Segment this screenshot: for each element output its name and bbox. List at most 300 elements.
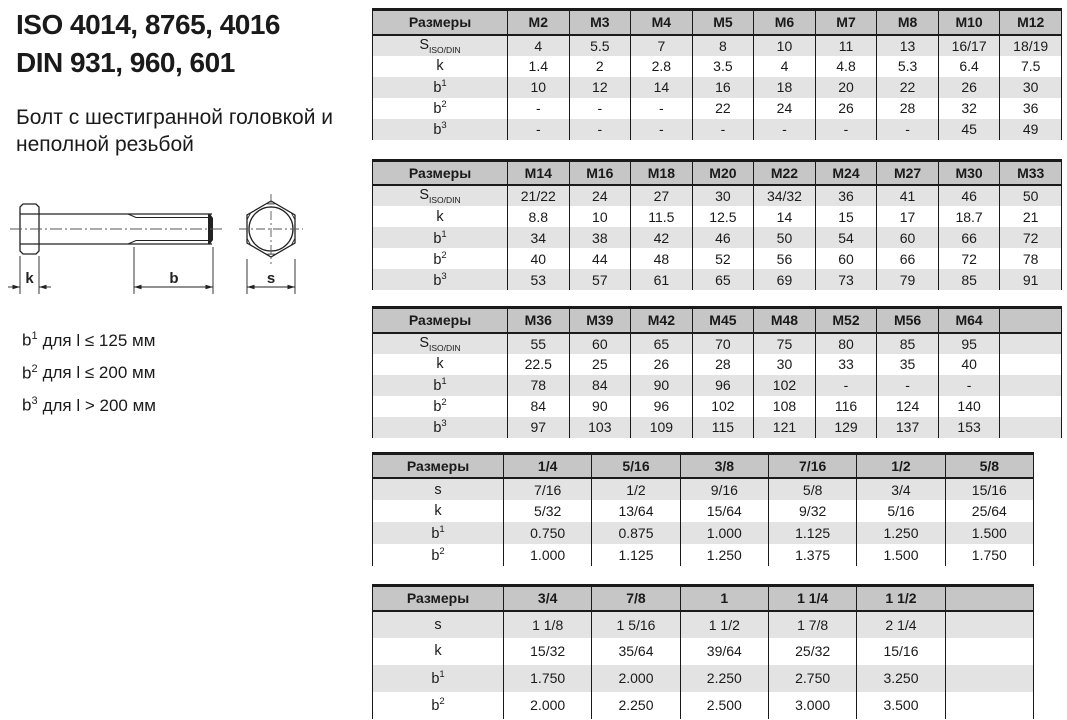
table-row: [373, 227, 1062, 248]
value-cell: 66: [877, 248, 939, 269]
table-row: [373, 522, 1034, 544]
value-cell: 116: [815, 396, 877, 417]
value-cell: 1 1/2: [680, 611, 768, 638]
row-label: k: [373, 354, 508, 375]
value-cell: 22.5: [508, 354, 570, 375]
value-cell: -: [569, 98, 631, 119]
value-cell: 6.4: [938, 56, 1000, 77]
size-column-header: M10: [938, 10, 1000, 35]
value-cell: 1.125: [592, 544, 680, 566]
size-column-header: M3: [569, 10, 631, 35]
value-cell: 39/64: [680, 638, 768, 665]
size-column-header: M4: [631, 10, 693, 35]
value-cell: 1.750: [945, 544, 1033, 566]
value-cell: 1/2: [592, 478, 680, 500]
row-label-header: Размеры: [373, 308, 508, 333]
value-cell: 12: [569, 77, 631, 98]
value-cell: 109: [631, 417, 693, 438]
value-cell: 1 7/8: [768, 611, 856, 638]
value-cell: 26: [938, 77, 1000, 98]
value-cell: 72: [1000, 227, 1062, 248]
row-label: $b^2$: [373, 98, 508, 119]
size-column-header: 1: [680, 586, 768, 611]
value-cell: [945, 638, 1033, 665]
dimension-tables: [372, 8, 1067, 719]
value-cell: 102: [754, 375, 816, 396]
value-cell: -: [815, 375, 877, 396]
size-column-header: 1 1/4: [768, 586, 856, 611]
dimension-s: [247, 259, 295, 294]
value-cell: [945, 665, 1033, 692]
dimension-k: [8, 256, 51, 294]
value-cell: 46: [938, 185, 1000, 206]
row-label: $b^3$: [373, 417, 508, 438]
value-cell: 1.375: [768, 544, 856, 566]
value-cell: 14: [754, 206, 816, 227]
value-cell: 140: [938, 396, 1000, 417]
value-cell: 85: [938, 269, 1000, 290]
size-column-header: M22: [754, 160, 816, 185]
dimension-s-label: s: [266, 270, 276, 287]
row-label: $b^1$: [373, 227, 508, 248]
value-cell: 15/64: [680, 500, 768, 522]
value-cell: 27: [631, 185, 693, 206]
value-cell: 90: [631, 375, 693, 396]
size-column-header: 5/16: [592, 453, 680, 478]
size-column-header: M12: [1000, 10, 1062, 35]
value-cell: 15/16: [945, 478, 1033, 500]
value-cell: 4: [754, 56, 816, 77]
table-header-row: [373, 453, 1034, 478]
value-cell: 28: [877, 98, 939, 119]
value-cell: 5/32: [504, 500, 592, 522]
value-cell: 60: [569, 333, 631, 354]
value-cell: 65: [692, 269, 754, 290]
table-header-row: [373, 586, 1034, 611]
value-cell: 108: [754, 396, 816, 417]
value-cell: 36: [1000, 98, 1062, 119]
value-cell: 53: [508, 269, 570, 290]
value-cell: 40: [938, 354, 1000, 375]
value-cell: 121: [754, 417, 816, 438]
value-cell: 2.250: [680, 665, 768, 692]
table-row: [373, 417, 1062, 438]
size-column-header: M33: [1000, 160, 1062, 185]
value-cell: 103: [569, 417, 631, 438]
table-header-row: [373, 10, 1062, 35]
value-cell: 1.250: [857, 522, 945, 544]
size-column-header: M48: [754, 308, 816, 333]
title-iso: ISO 4014, 8765, 4016: [16, 9, 280, 40]
value-cell: 35: [877, 354, 939, 375]
row-label: k: [373, 56, 508, 77]
row-label: $b^3$: [373, 119, 508, 140]
value-cell: [1000, 417, 1062, 438]
table-row: [373, 354, 1062, 375]
left-panel: [16, 6, 364, 415]
size-column-header: M6: [754, 10, 816, 35]
value-cell: 61: [631, 269, 693, 290]
value-cell: 0.875: [592, 522, 680, 544]
value-cell: 8.8: [508, 206, 570, 227]
value-cell: 0.750: [504, 522, 592, 544]
value-cell: 44: [569, 248, 631, 269]
value-cell: -: [508, 119, 570, 140]
value-cell: 24: [569, 185, 631, 206]
row-label: s: [373, 611, 504, 638]
table-row: [373, 119, 1062, 140]
value-cell: 1.000: [504, 544, 592, 566]
size-column-header: 1 1/2: [857, 586, 945, 611]
value-cell: 25/64: [945, 500, 1033, 522]
size-column-header: M27: [877, 160, 939, 185]
row-label: $b^3$: [373, 269, 508, 290]
value-cell: 2.8: [631, 56, 693, 77]
value-cell: 96: [631, 396, 693, 417]
row-label: $b^1$: [373, 522, 504, 544]
value-cell: 30: [1000, 77, 1062, 98]
value-cell: 42: [631, 227, 693, 248]
value-cell: 36: [815, 185, 877, 206]
value-cell: 26: [631, 354, 693, 375]
value-cell: 97: [508, 417, 570, 438]
value-cell: 20: [815, 77, 877, 98]
row-label: s: [373, 478, 504, 500]
value-cell: 14: [631, 77, 693, 98]
value-cell: 124: [877, 396, 939, 417]
value-cell: 9/16: [680, 478, 768, 500]
row-label: $b^2$: [373, 396, 508, 417]
row-label-header: Размеры: [373, 160, 508, 185]
value-cell: 10: [754, 35, 816, 56]
value-cell: 10: [569, 206, 631, 227]
row-label: $b^2$: [373, 248, 508, 269]
value-cell: 16/17: [938, 35, 1000, 56]
value-cell: 2.500: [680, 692, 768, 719]
value-cell: 1 1/8: [504, 611, 592, 638]
value-cell: 1.500: [857, 544, 945, 566]
table-row: [373, 35, 1062, 56]
value-cell: 1.125: [768, 522, 856, 544]
value-cell: 55: [508, 333, 570, 354]
size-column-header: M64: [938, 308, 1000, 333]
notes: [22, 322, 156, 420]
value-cell: 78: [508, 375, 570, 396]
value-cell: 40: [508, 248, 570, 269]
value-cell: 60: [815, 248, 877, 269]
size-column-header: M39: [569, 308, 631, 333]
value-cell: 2.000: [504, 692, 592, 719]
value-cell: -: [569, 119, 631, 140]
table-row: [373, 396, 1062, 417]
table-row: [373, 333, 1062, 354]
value-cell: 73: [815, 269, 877, 290]
value-cell: 18: [754, 77, 816, 98]
table-row: [373, 185, 1062, 206]
value-cell: 5/16: [857, 500, 945, 522]
value-cell: 45: [938, 119, 1000, 140]
row-label: k: [373, 638, 504, 665]
value-cell: 1.500: [945, 522, 1033, 544]
table-row: [373, 77, 1062, 98]
dimension-table-2: [372, 159, 1062, 291]
size-column-header: M14: [508, 160, 570, 185]
value-cell: 16: [692, 77, 754, 98]
row-label: k: [373, 206, 508, 227]
value-cell: 66: [938, 227, 1000, 248]
table-row: [373, 375, 1062, 396]
value-cell: 7/16: [504, 478, 592, 500]
value-cell: 15: [815, 206, 877, 227]
size-column-header: M8: [877, 10, 939, 35]
row-label-header: Размеры: [373, 10, 508, 35]
row-label-header: Размеры: [373, 453, 504, 478]
note-b1: $b^1$ для l ≤ 125 мм: [22, 330, 156, 350]
value-cell: [1000, 396, 1062, 417]
value-cell: 26: [815, 98, 877, 119]
table-row: [373, 692, 1034, 719]
title-din: DIN 931, 960, 601: [16, 47, 235, 78]
size-column-header: M2: [508, 10, 570, 35]
size-column-header: M52: [815, 308, 877, 333]
size-column-header: 1/2: [857, 453, 945, 478]
row-label-header: Размеры: [373, 586, 504, 611]
value-cell: -: [631, 119, 693, 140]
value-cell: 10: [508, 77, 570, 98]
row-label: $b^2$: [373, 544, 504, 566]
value-cell: 69: [754, 269, 816, 290]
size-column-header: 3/8: [680, 453, 768, 478]
value-cell: 85: [877, 333, 939, 354]
value-cell: 78: [1000, 248, 1062, 269]
table-header-row: [373, 160, 1062, 185]
size-column-header: 7/8: [592, 586, 680, 611]
value-cell: 60: [877, 227, 939, 248]
value-cell: 2: [569, 56, 631, 77]
value-cell: 102: [692, 396, 754, 417]
value-cell: [945, 692, 1033, 719]
value-cell: 3.5: [692, 56, 754, 77]
value-cell: -: [877, 119, 939, 140]
table-row: [373, 500, 1034, 522]
row-label: $S_{ISO/DIN}$: [373, 35, 508, 56]
table-row: [373, 98, 1062, 119]
value-cell: 3.250: [857, 665, 945, 692]
size-column-header: M42: [631, 308, 693, 333]
value-cell: 17: [877, 206, 939, 227]
value-cell: 9/32: [768, 500, 856, 522]
value-cell: 91: [1000, 269, 1062, 290]
row-label: $b^1$: [373, 375, 508, 396]
value-cell: 22: [877, 77, 939, 98]
value-cell: 52: [692, 248, 754, 269]
value-cell: 2 1/4: [857, 611, 945, 638]
value-cell: 2.000: [592, 665, 680, 692]
table-row: [373, 638, 1034, 665]
value-cell: 11.5: [631, 206, 693, 227]
row-label: $S_{ISO/DIN}$: [373, 185, 508, 206]
value-cell: -: [938, 375, 1000, 396]
value-cell: 95: [938, 333, 1000, 354]
note-b2: $b^2$ для l ≤ 200 мм: [22, 362, 156, 383]
value-cell: 18.7: [938, 206, 1000, 227]
value-cell: 137: [877, 417, 939, 438]
value-cell: [945, 611, 1033, 638]
value-cell: 3.000: [768, 692, 856, 719]
value-cell: 5.3: [877, 56, 939, 77]
table-row: [373, 544, 1034, 566]
size-column-header: 5/8: [945, 453, 1033, 478]
value-cell: 13: [877, 35, 939, 56]
value-cell: 96: [692, 375, 754, 396]
value-cell: 80: [815, 333, 877, 354]
value-cell: 75: [754, 333, 816, 354]
size-column-header: M56: [877, 308, 939, 333]
value-cell: 1 5/16: [592, 611, 680, 638]
value-cell: 30: [692, 185, 754, 206]
table-row: [373, 611, 1034, 638]
size-column-header: M24: [815, 160, 877, 185]
value-cell: -: [754, 119, 816, 140]
table-row: [373, 478, 1034, 500]
value-cell: 21/22: [508, 185, 570, 206]
value-cell: 18/19: [1000, 35, 1062, 56]
value-cell: 115: [692, 417, 754, 438]
value-cell: 7: [631, 35, 693, 56]
value-cell: 25: [569, 354, 631, 375]
value-cell: 8: [692, 35, 754, 56]
value-cell: 57: [569, 269, 631, 290]
value-cell: 35/64: [592, 638, 680, 665]
value-cell: 72: [938, 248, 1000, 269]
table-row: [373, 248, 1062, 269]
value-cell: -: [631, 98, 693, 119]
value-cell: 48: [631, 248, 693, 269]
value-cell: 79: [877, 269, 939, 290]
value-cell: 70: [692, 333, 754, 354]
size-column-header: 1/4: [504, 453, 592, 478]
bolt-drawing: [8, 190, 328, 330]
value-cell: 4.8: [815, 56, 877, 77]
table-row: [373, 56, 1062, 77]
value-cell: -: [815, 119, 877, 140]
row-label: $b^1$: [373, 665, 504, 692]
value-cell: 54: [815, 227, 877, 248]
dimension-table-1: [372, 8, 1062, 140]
value-cell: 129: [815, 417, 877, 438]
size-column-header: M45: [692, 308, 754, 333]
subtitle: Болт с шестигранной головкой и неполной резьбой: [16, 106, 334, 156]
value-cell: -: [692, 119, 754, 140]
value-cell: 3/4: [857, 478, 945, 500]
value-cell: 5/8: [768, 478, 856, 500]
value-cell: [1000, 333, 1062, 354]
table-row: [373, 665, 1034, 692]
value-cell: 12.5: [692, 206, 754, 227]
value-cell: 2.750: [768, 665, 856, 692]
value-cell: 7.5: [1000, 56, 1062, 77]
value-cell: 34: [508, 227, 570, 248]
note-b3: $b^3$ для l > 200 мм: [22, 395, 156, 415]
dimension-b-label: b: [169, 270, 179, 287]
value-cell: 3.500: [857, 692, 945, 719]
value-cell: 11: [815, 35, 877, 56]
value-cell: 4: [508, 35, 570, 56]
row-label: k: [373, 500, 504, 522]
value-cell: 153: [938, 417, 1000, 438]
value-cell: 1.750: [504, 665, 592, 692]
size-column-header: M36: [508, 308, 570, 333]
value-cell: -: [508, 98, 570, 119]
page-title: [16, 6, 364, 82]
value-cell: [1000, 354, 1062, 375]
size-column-header: [1000, 308, 1062, 333]
value-cell: -: [877, 375, 939, 396]
value-cell: 46: [692, 227, 754, 248]
value-cell: 5.5: [569, 35, 631, 56]
value-cell: 90: [569, 396, 631, 417]
value-cell: 24: [754, 98, 816, 119]
table-header-row: [373, 308, 1062, 333]
table-row: [373, 206, 1062, 227]
size-column-header: M18: [631, 160, 693, 185]
size-column-header: [945, 586, 1033, 611]
size-column-header: M5: [692, 10, 754, 35]
value-cell: 65: [631, 333, 693, 354]
size-column-header: M20: [692, 160, 754, 185]
value-cell: 28: [692, 354, 754, 375]
value-cell: 50: [1000, 185, 1062, 206]
dimension-table-4: [372, 452, 1034, 567]
value-cell: 15/32: [504, 638, 592, 665]
value-cell: 41: [877, 185, 939, 206]
value-cell: 22: [692, 98, 754, 119]
value-cell: 1.4: [508, 56, 570, 77]
size-column-header: M7: [815, 10, 877, 35]
value-cell: 2.250: [592, 692, 680, 719]
value-cell: 30: [754, 354, 816, 375]
size-column-header: 3/4: [504, 586, 592, 611]
dimension-table-5: [372, 584, 1034, 719]
dimension-table-3: [372, 306, 1062, 438]
value-cell: 34/32: [754, 185, 816, 206]
value-cell: 15/16: [857, 638, 945, 665]
value-cell: 13/64: [592, 500, 680, 522]
row-label: $b^1$: [373, 77, 508, 98]
dimension-b: [134, 247, 213, 294]
value-cell: [1000, 375, 1062, 396]
size-column-header: 7/16: [768, 453, 856, 478]
dimension-k-label: k: [25, 270, 34, 287]
value-cell: 49: [1000, 119, 1062, 140]
value-cell: 32: [938, 98, 1000, 119]
value-cell: 25/32: [768, 638, 856, 665]
row-label: $S_{ISO/DIN}$: [373, 333, 508, 354]
table-row: [373, 269, 1062, 290]
value-cell: 84: [508, 396, 570, 417]
value-cell: 21: [1000, 206, 1062, 227]
size-column-header: M16: [569, 160, 631, 185]
value-cell: 56: [754, 248, 816, 269]
value-cell: 50: [754, 227, 816, 248]
value-cell: 1.250: [680, 544, 768, 566]
value-cell: 1.000: [680, 522, 768, 544]
value-cell: 84: [569, 375, 631, 396]
value-cell: 38: [569, 227, 631, 248]
value-cell: 33: [815, 354, 877, 375]
size-column-header: M30: [938, 160, 1000, 185]
row-label: $b^2$: [373, 692, 504, 719]
